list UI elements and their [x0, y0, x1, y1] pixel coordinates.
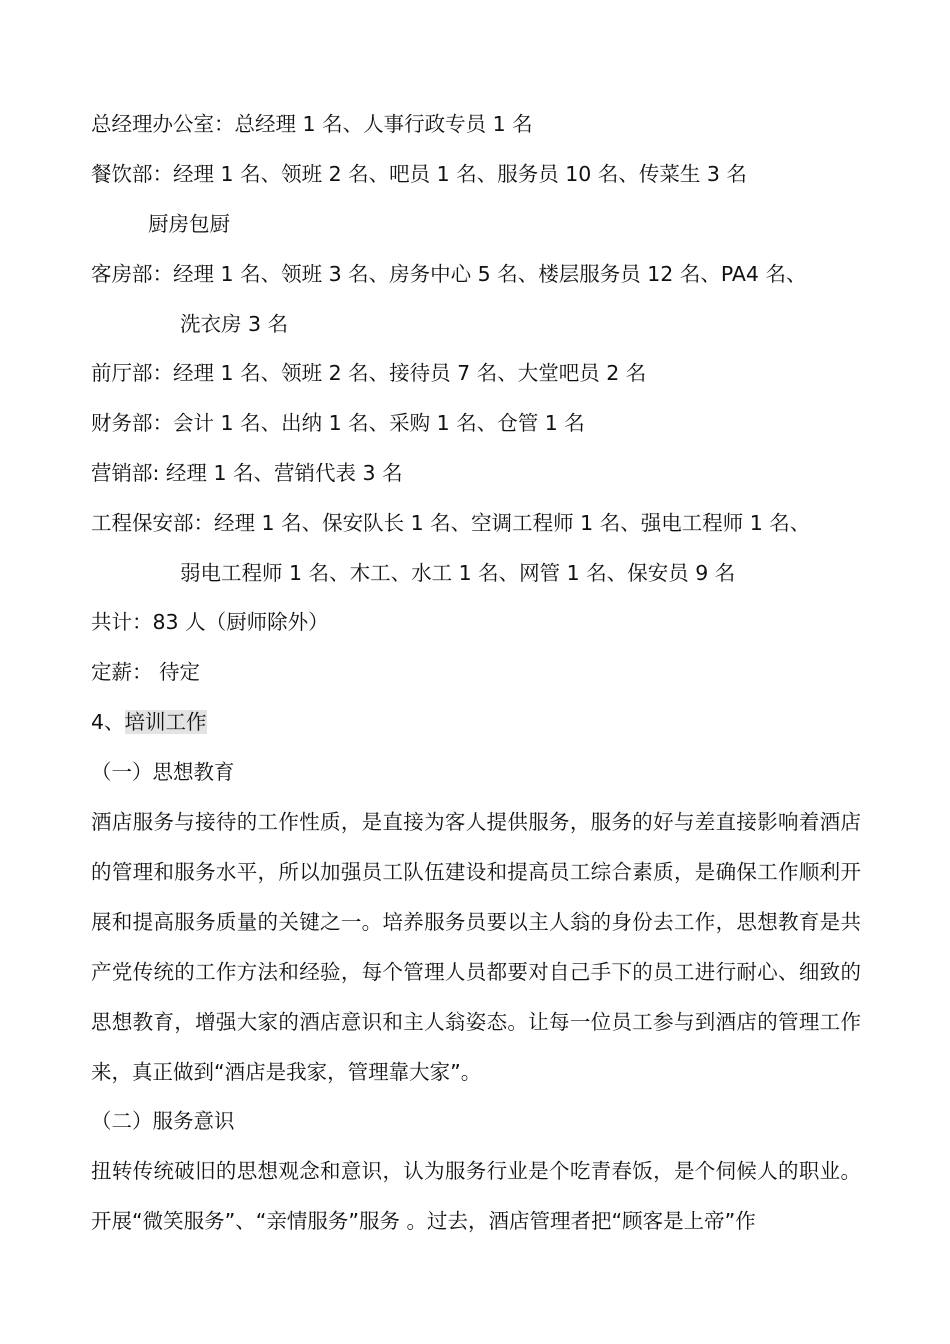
fnb-kitchen-line: 厨房包厨: [148, 212, 230, 236]
training-heading: [91, 708, 207, 736]
salary-line: 定薪： 待定: [91, 660, 201, 684]
training-heading-number: 4、: [91, 710, 125, 734]
subheading-service-awareness: （二）服务意识: [91, 1109, 235, 1133]
housekeeping-cont-line: 洗衣房 3 名: [180, 312, 289, 336]
engineering-line: 工程保安部：经理 1 名、保安队长 1 名、空调工程师 1 名、强电工程师 1 名、: [91, 511, 811, 535]
subheading-ideology: （一）思想教育: [91, 760, 235, 784]
finance-line: 财务部：会计 1 名、出纳 1 名、采购 1 名、仓管 1 名: [91, 411, 585, 435]
training-heading-text: 培训工作: [124, 710, 207, 734]
marketing-line: 营销部: 经理 1 名、营销代表 3 名: [91, 461, 403, 485]
paragraph-service-awareness: 扭转传统破旧的思想观念和意识，认为服务行业是个吃青春饭，是个伺候人的职业。开展“微笑服务”、“亲情服务”服务 。过去，酒店管理者把“顾客是上帝”作: [91, 1159, 861, 1233]
total-line: 共计：83 人（厨师除外）: [91, 610, 329, 634]
paragraph-ideology: 酒店服务与接待的工作性质，是直接为客人提供服务，服务的好与差直接影响着酒店的管理和服务水平，所以加强员工队伍建设和提高员工综合素质，是确保工作顺利开展和提高服务质量的关键之一。培养服务员要以主人翁的身份去工作，思想教育是共产党传统的工作方法和经验，每个管理人员都要对自己手下的员工进行耐心、细致的思想教育，增强大家的酒店意识和主人翁姿态。让每一位员工参与到酒店的管理工作来，真正做到“酒店是我家，管理靠大家”。: [91, 810, 861, 1084]
housekeeping-line: 客房部：经理 1 名、领班 3 名、房务中心 5 名、楼层服务员 12 名、PA4 名、: [91, 262, 807, 286]
gm-office-line: 总经理办公室：总经理 1 名、人事行政专员 1 名: [91, 112, 533, 136]
front-office-line: 前厅部：经理 1 名、领班 2 名、接待员 7 名、大堂吧员 2 名: [91, 361, 647, 385]
engineering-cont-line: 弱电工程师 1 名、木工、水工 1 名、网管 1 名、保安员 9 名: [180, 561, 736, 585]
fnb-line: 餐饮部：经理 1 名、领班 2 名、吧员 1 名、服务员 10 名、传菜生 3 名: [91, 162, 747, 186]
